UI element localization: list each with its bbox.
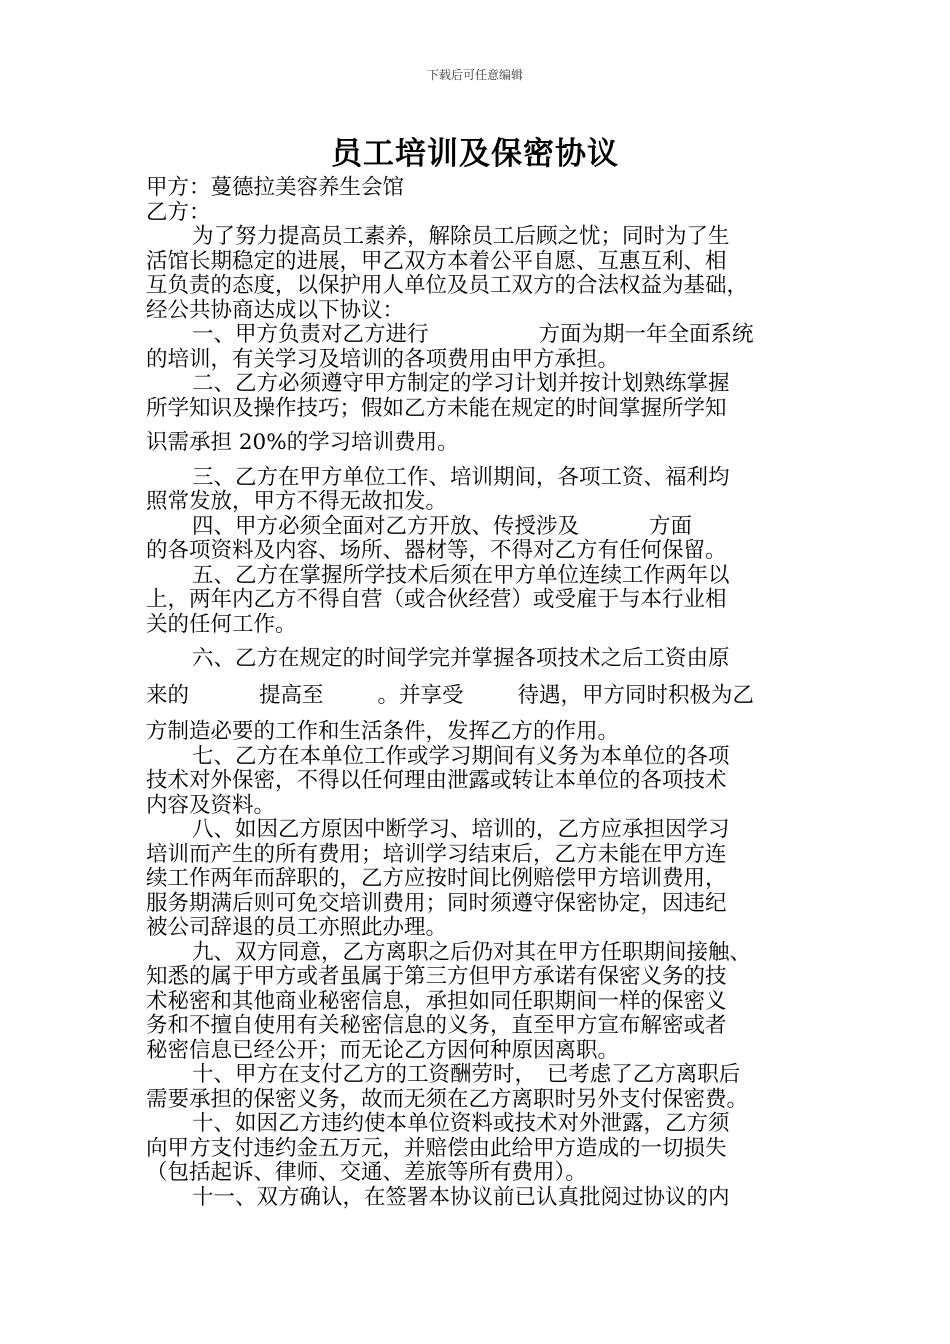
text-line: 秘密信息已经公开；而无论乙方因何种原因离职。 [146, 1037, 620, 1063]
header-note: 下载后可任意编辑 [426, 68, 523, 82]
document-title: 员工培训及保密协议 [331, 136, 619, 172]
text-line: 的各项资料及内容、场所、器材等，不得对乙方有任何保留。 [146, 538, 727, 563]
text-line: 的培训，有关学习及培训的各项费用由甲方承担。 [146, 346, 620, 372]
text-line: 十、甲方在支付乙方的工资酬劳时， 已考虑了乙方离职后 [192, 1062, 741, 1087]
text-segment: 。并享受 [377, 682, 464, 708]
text-segment: 方面为期一年全面系统 [538, 322, 754, 347]
text-line: 关的任何工作。 [146, 611, 297, 637]
text-line: 活馆长期稳定的进展，甲乙双方本着公平自愿、互惠互利、相 [146, 248, 727, 274]
text-line: 经公共协商达成以下协议： [146, 297, 405, 323]
text-line: 照常发放，甲方不得无故扣发。 [146, 489, 448, 514]
clause-6-line [146, 684, 818, 709]
text-line: 知悉的属于甲方或者虽属于第三方但甲方承诺有保密义务的技 [146, 964, 727, 989]
text-segment: 来的 [146, 682, 190, 708]
text-line: （包括起诉、律师、交通、差旅等所有费用）。 [146, 1160, 587, 1185]
text-line: 九、双方同意，乙方离职之后仍对其在甲方任职期间接触、 [192, 939, 752, 965]
text-line: 十一、双方确认，在签署本协议前已认真批阅过协议的内 [192, 1184, 730, 1210]
document-body [146, 176, 818, 1210]
text-line: 培训而产生的所有费用；培训学习结束后，乙方未能在甲方连 [146, 841, 727, 867]
text-line: 六、乙方在规定的时间学完并掌握各项技术之后工资由原 [192, 646, 730, 671]
text-segment: 提高至 [259, 682, 324, 708]
text-line: 技术对外保密，不得以任何理由泄露或转让本单位的各项技术 [146, 768, 727, 793]
text-line: 为了努力提高员工素养，解除员工后顾之忧；同时为了生 [192, 224, 730, 249]
clause-4-line [146, 515, 818, 540]
text-line: 向甲方支付违约金五万元，并赔偿由此给甲方造成的一切损失 [146, 1135, 727, 1161]
text-line: 务和不擅自使用有关秘密信息的义务，直至甲方宣布解密或者 [146, 1013, 727, 1038]
text-line: 所学知识及操作技巧；假如乙方未能在规定的时间掌握所学知 [146, 395, 727, 421]
text-line: 被公司辞退的员工亦照此办理。 [146, 915, 448, 940]
text-line: 八、如因乙方原因中断学习、培训的，乙方应承担因学习 [192, 817, 730, 842]
text-line: 内容及资料。 [146, 792, 276, 818]
text-segment: 待遇，甲方同时积极为乙 [517, 682, 755, 708]
text-line: 五、乙方在掌握所学技术后须在甲方单位连续工作两年以 [192, 562, 730, 588]
text-line: 七、乙方在本单位工作或学习期间有义务为本单位的各项 [192, 743, 730, 769]
text-line: 十、如因乙方违约使本单位资料或技术对外泄露，乙方须 [192, 1111, 730, 1136]
text-segment: 一、甲方负责对乙方进行 [192, 322, 429, 347]
text-line: 识需承担 20%的学习培训费用。 [146, 430, 459, 455]
text-line: 互负责的态度，以保护用人单位及员工双方的合法权益为基础， [146, 273, 749, 298]
party-a-line: 甲方：蔓德拉美容养生会馆 [146, 175, 405, 200]
text-line: 方制造必要的工作和生活条件，发挥乙方的作用。 [146, 719, 620, 744]
text-line: 上，两年内乙方不得自营（或合伙经营）或受雇于与本行业相 [146, 587, 727, 612]
text-line: 二、乙方必须遵守甲方制定的学习计划并按计划熟练掌握 [192, 371, 730, 396]
text-segment: 四、甲方必须全面对乙方开放、传授涉及 [192, 513, 580, 539]
text-line: 续工作两年而辞职的，乙方应按时间比例赔偿甲方培训费用， [146, 866, 727, 891]
text-line: 服务期满后则可免交培训费用；同时须遵守保密协定，因违纪 [146, 890, 727, 916]
text-line: 三、乙方在甲方单位工作、培训期间，各项工资、福利均 [192, 464, 730, 490]
text-segment: 方面 [649, 513, 693, 539]
clause-1-line [146, 323, 818, 348]
text-line: 术秘密和其他商业秘密信息，承担如同任职期间一样的保密义 [146, 988, 727, 1014]
text-line: 需要承担的保密义务，故而无须在乙方离职时另外支付保密费。 [146, 1086, 749, 1112]
party-b-line: 乙方： [146, 199, 211, 225]
